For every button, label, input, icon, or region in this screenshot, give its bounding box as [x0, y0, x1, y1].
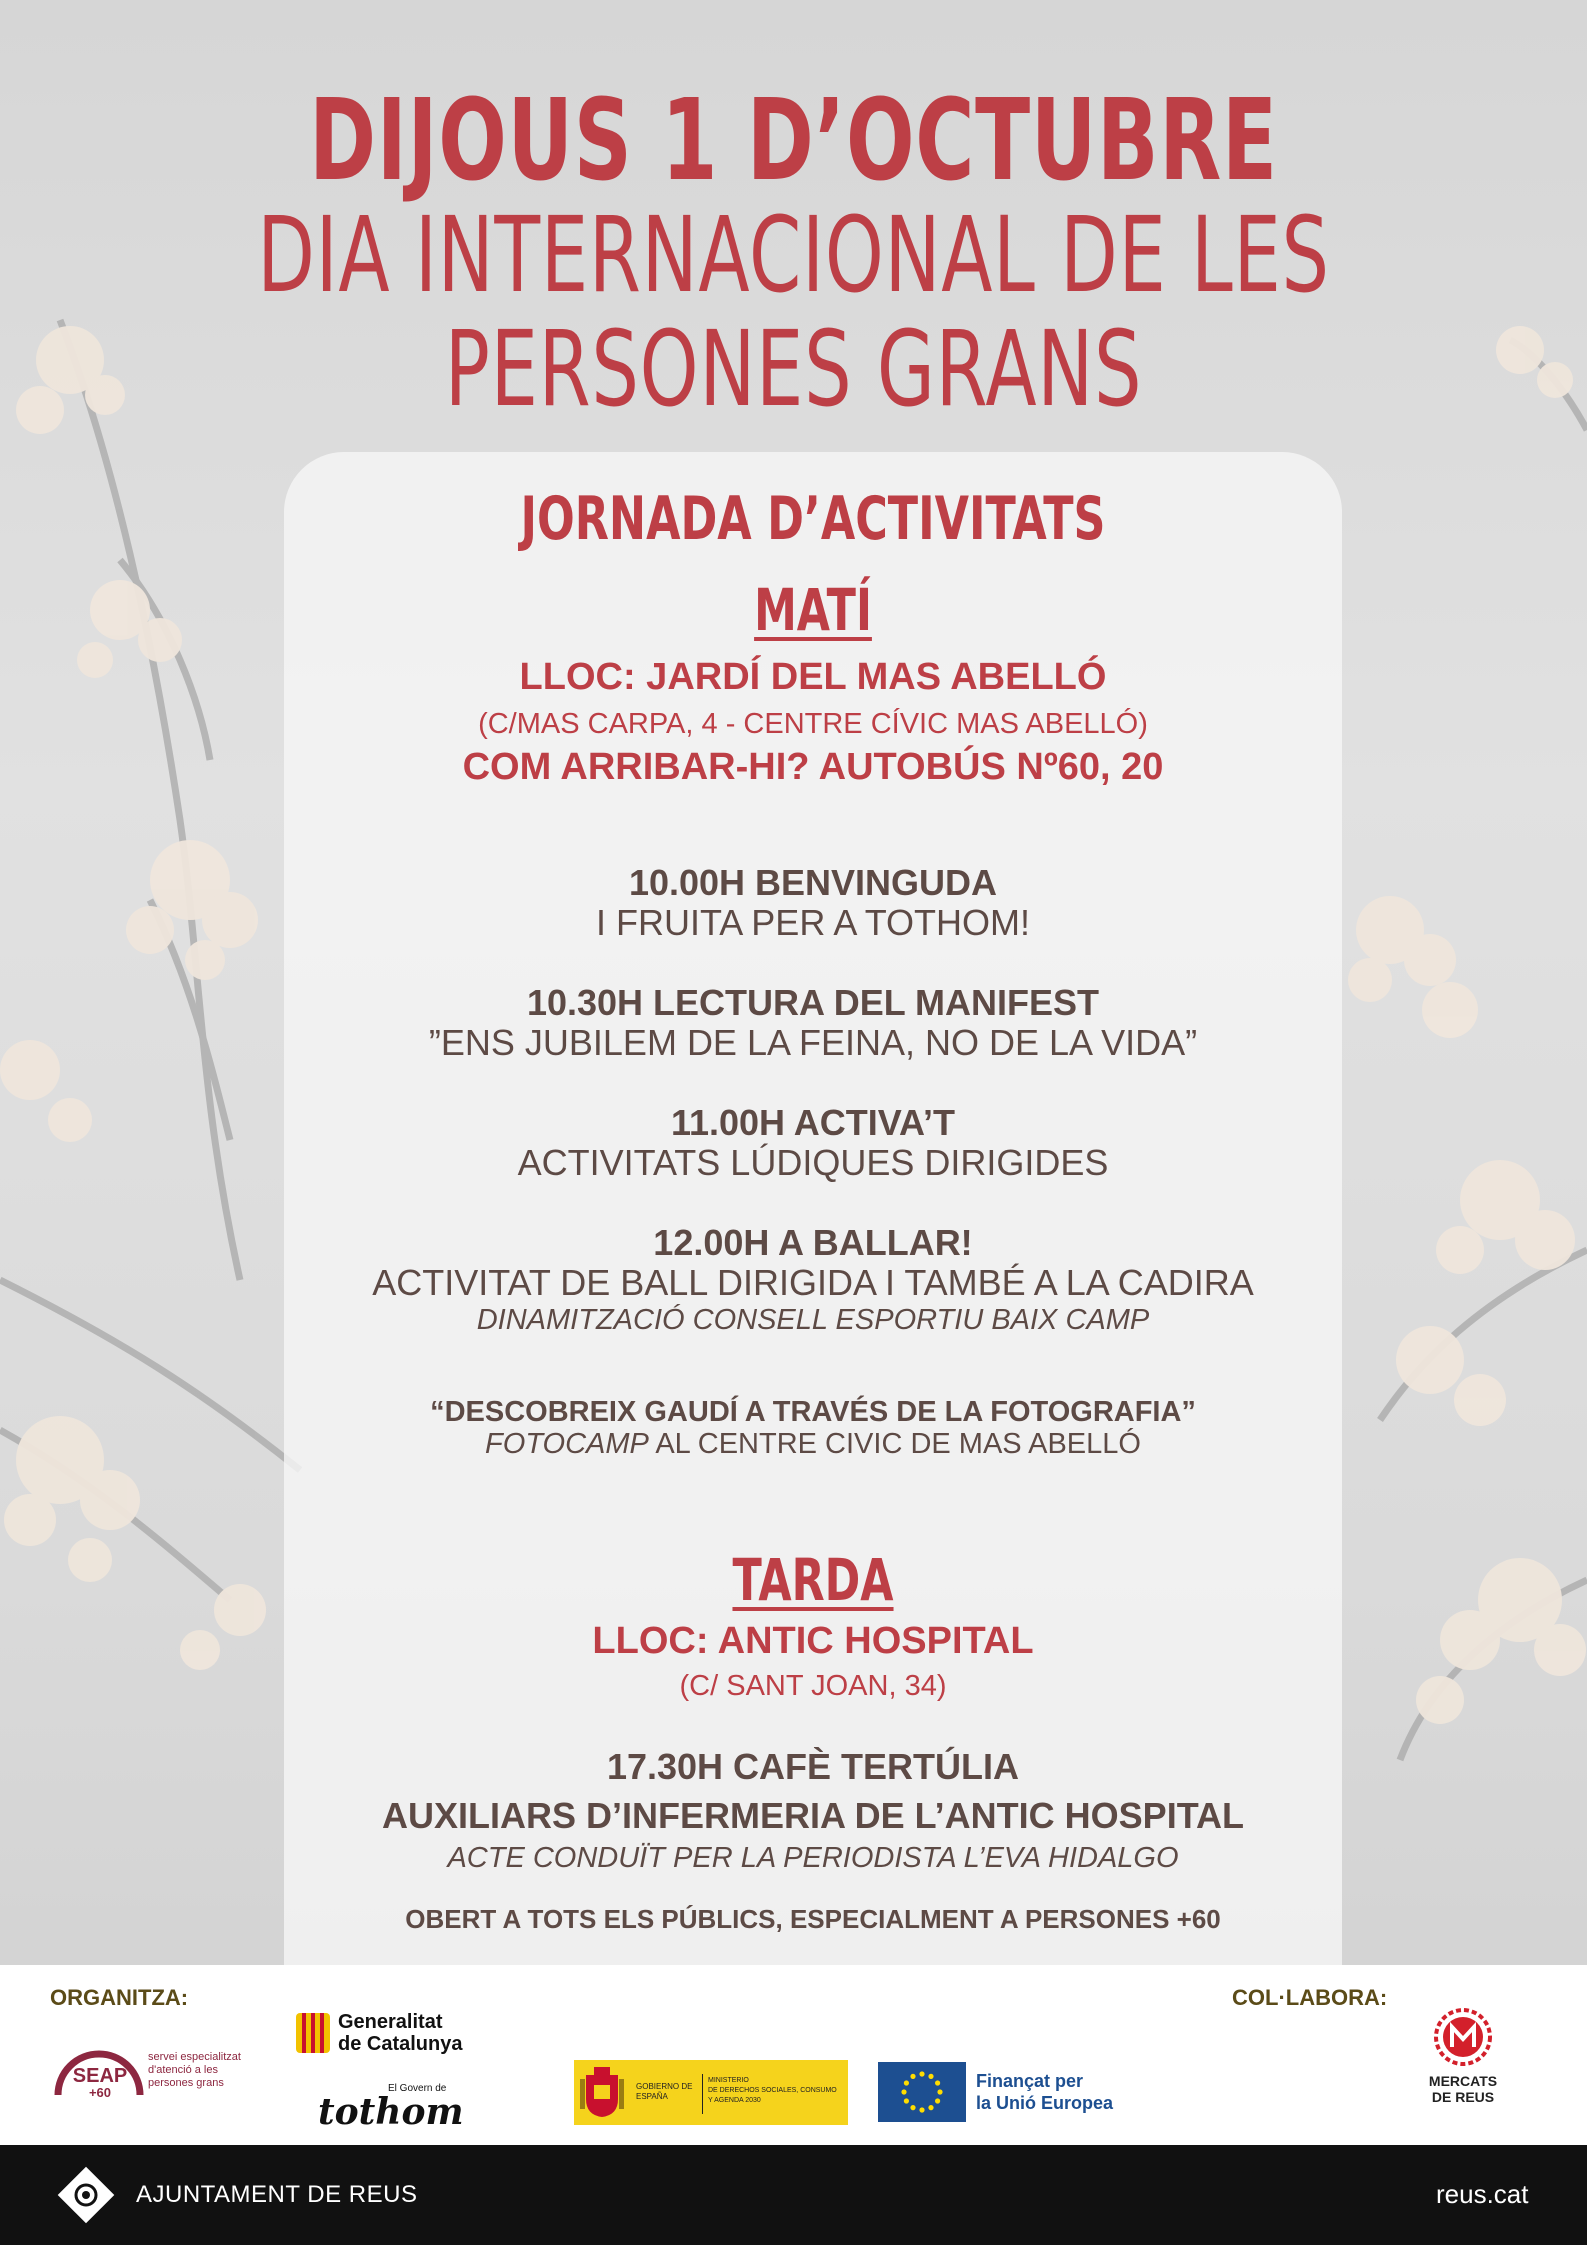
open-public-note: OBERT A TOTS ELS PÚBLICS, ESPECIALMENT A PERSONES +60 [405, 1904, 1221, 1934]
mercats-text [1418, 2073, 1508, 2105]
tarda-event-subtitle: AUXILIARS D’INFERMERIA DE L’ANTIC HOSPITAL [381, 1795, 1244, 1836]
generalitat-text [338, 2011, 462, 2055]
eu-line: Finançat per [976, 2071, 1084, 2091]
tarda-event-note: ACTE CONDUÏT PER LA PERIODISTA L’EVA HIDALGO [447, 1842, 1179, 1874]
eu-flag-icon [878, 2062, 966, 2122]
reus-crest-icon [52, 2161, 120, 2229]
event-title: 12.00H A BALLAR! [653, 1222, 973, 1263]
mati-address: (C/MAS CARPA, 4 - CENTRE CÍVIC MAS ABELLÓ) [478, 708, 1148, 740]
mercats-line: MERCATS [1428, 2073, 1498, 2089]
tothom-wordmark: tothom [318, 2091, 464, 2133]
eu-funding-logo [878, 2060, 1138, 2125]
photo-exhibit-location: AL CENTRE CIVIC DE MAS ABELLÓ [648, 1428, 1141, 1460]
jornada-heading: JORNADA D’ACTIVITATS [520, 484, 1106, 554]
ministerio-line: MINISTERIO [708, 2077, 749, 2084]
tarda-heading: TARDA [732, 1546, 894, 1614]
event-desc: ”ENS JUBILEM DE LA FEINA, NO DE LA VIDA” [428, 1022, 1198, 1063]
seap-tagline-line: servei especialitzat [148, 2051, 241, 2063]
event-desc: ACTIVITAT DE BALL DIRIGIDA I TAMBÉ A LA CADIRA [372, 1262, 1254, 1303]
seap-tagline-line: d'atenció a les [148, 2064, 218, 2076]
footer-org-name: AJUNTAMENT DE REUS [136, 2181, 418, 2208]
tarda-lloc: LLOC: ANTIC HOSPITAL [592, 1620, 1034, 1662]
mercats-m-icon [1433, 2007, 1493, 2067]
ministerio-line: Y AGENDA 2030 [708, 2097, 761, 2104]
logo-divider [702, 2074, 703, 2114]
eu-line: la Unió Europea [976, 2093, 1114, 2113]
mati-lloc: LLOC: JARDÍ DEL MAS ABELLÓ [519, 656, 1107, 698]
event-title: 10.30H LECTURA DEL MANIFEST [526, 982, 1100, 1023]
sponsors-strip [0, 1965, 1587, 2145]
generalitat-line: de Catalunya [338, 2033, 463, 2055]
tarda-event-title: 17.30H CAFÈ TERTÚLIA [606, 1746, 1020, 1787]
ministerio-text [708, 2076, 837, 2106]
footer-url-link[interactable]: reus.cat [1436, 2179, 1529, 2209]
title-line-2: DIA INTERNACIONAL DE LES [257, 194, 1330, 316]
event-title: 10.00H BENVINGUDA [628, 862, 998, 903]
spain-coat-of-arms-icon [580, 2065, 624, 2119]
footer-bar [0, 2145, 1587, 2245]
event-note: DINAMITZACIÓ CONSELL ESPORTIU BAIX CAMP [476, 1304, 1150, 1336]
title-line-3: PERSONES GRANS [444, 308, 1143, 430]
mercats-de-reus-logo [1418, 2007, 1508, 2127]
gobierno-text: GOBIERNO DE ESPAÑA [636, 2082, 693, 2101]
event-desc: I FRUITA PER A TOTHOM! [595, 902, 1031, 943]
seap-logo [52, 2045, 252, 2105]
organitza-label: ORGANITZA: [50, 1985, 189, 2010]
eu-text [976, 2070, 1113, 2114]
seap-tagline-line: persones grans [148, 2077, 224, 2089]
event-desc: ACTIVITATS LÚDIQUES DIRIGIDES [517, 1142, 1109, 1183]
col-labora-label: COL·LABORA: [1232, 1985, 1388, 2010]
senyera-icon [296, 2013, 330, 2053]
gobierno-espana-logo [574, 2060, 848, 2125]
photo-exhibit-title: “DESCOBREIX GAUDÍ A TRAVÉS DE LA FOTOGRAFIA” [430, 1396, 1196, 1428]
photo-exhibit-place [284, 1428, 1342, 1461]
ministerio-line: DE DERECHOS SOCIALES, CONSUMO [708, 2087, 837, 2094]
tothom-logo [318, 2083, 468, 2133]
mati-heading: MATÍ [754, 576, 872, 644]
generalitat-line: Generalitat [338, 2011, 443, 2033]
generalitat-logo [296, 2011, 476, 2061]
seap-plus60: +60 [88, 2085, 112, 2100]
event-title: 11.00H ACTIVA’T [670, 1102, 956, 1143]
tarda-address: (C/ SANT JOAN, 34) [679, 1670, 947, 1702]
fotocamp-name: FOTOCAMP [485, 1428, 649, 1460]
seap-tagline [148, 2051, 241, 2090]
mati-com-arribar: COM ARRIBAR-HI? AUTOBÚS Nº60, 20 [462, 746, 1164, 788]
seap-text: SEAP [72, 2065, 128, 2087]
title-date: DIJOUS 1 D’OCTUBRE [309, 76, 1278, 206]
govern-small: El Govern de [388, 2083, 447, 2094]
mercats-line: DE REUS [1431, 2089, 1495, 2105]
